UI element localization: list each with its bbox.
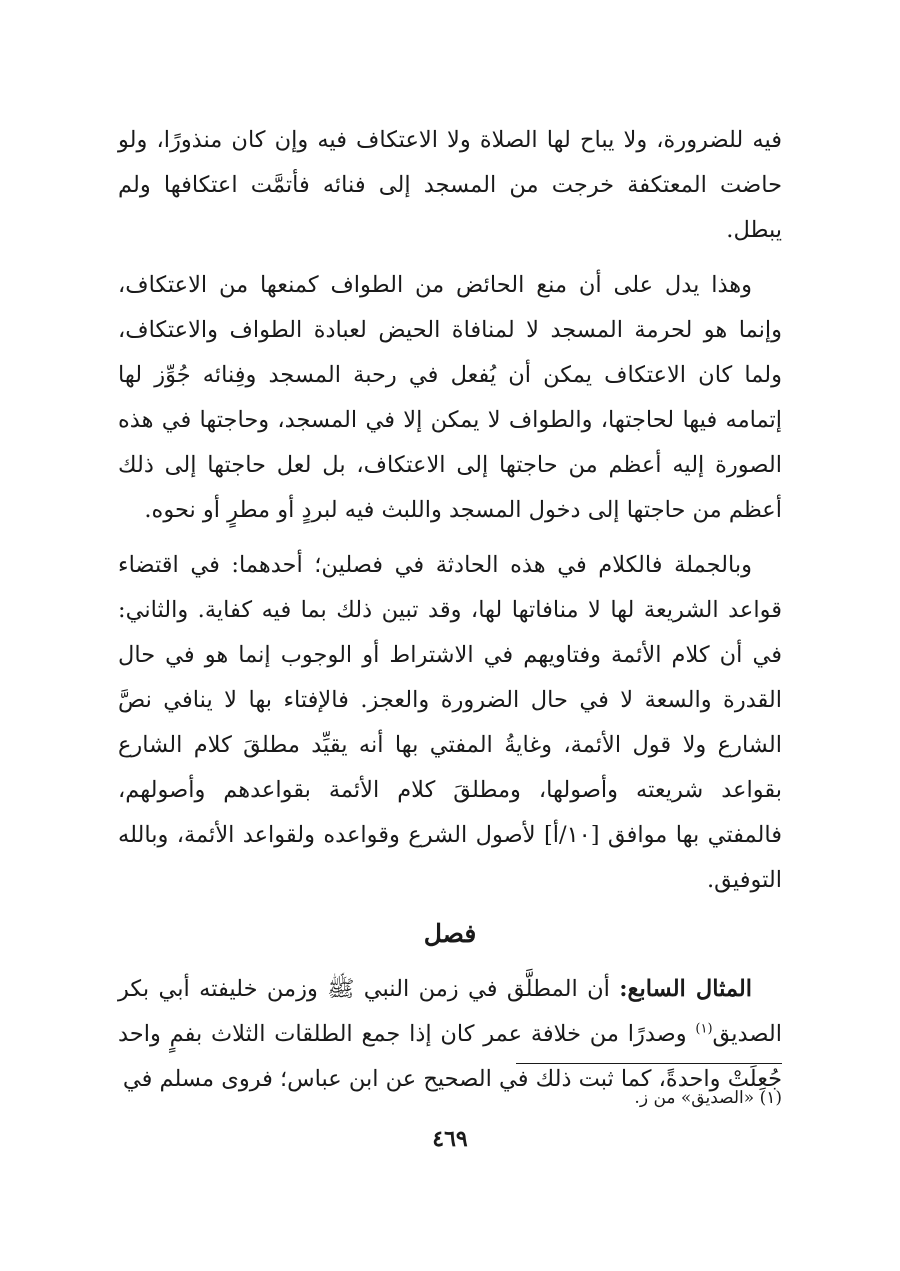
paragraph-3: وبالجملة فالكلام في هذه الحادثة في فصلين؛ أحدهما: في اقتضاء قواعد الشريعة لها لا منافاتها لها، وقد تبين ذلك بما فيه كفاية. والثاني: في أن كلام الأئمة وفتاويهم في الاشتراط أو الوجوب إنما هو في حال القدرة والسعة لا في حال الضرورة والعجز. فالإفتاء بها لا ينافي نصَّ الشارع ولا قول الأئمة، وغايةُ المفتي بها أنه يقيِّد مطلقَ كلام الشارع بقواعد شريعته وأصولها، ومطلقَ كلام الأئمة بقواعدهم وأصولهم، فالمفتي بها موافق [١٠/أ] لأصول الشرع وقواعده ولقواعد الأئمة، وبالله التوفيق. <box>118 552 782 893</box>
page-number: ٤٦٩ <box>432 1126 468 1152</box>
main-text-block <box>118 118 782 1102</box>
paragraph-1: فيه للضرورة، ولا يباح لها الصلاة ولا الاعتكاف فيه وإن كان منذورًا، ولو حاضت المعتكفة خرجت من المسجد إلى فنائه فأتمَّت اعتكافها ولم يبطل. <box>118 127 782 243</box>
paragraph-4-part-2: وصدرًا من خلافة عمر كان إذا جمع الطلقات الثلاث بفمٍ واحد جُعِلَتْ واحدةً، كما ثبت ذلك في الصحيح عن ابن عباس؛ فروى مسلم في <box>118 1021 782 1092</box>
section-heading: فصل <box>423 919 477 948</box>
example-lead: المثال السابع: <box>619 976 752 1002</box>
paragraph-4 <box>118 967 782 1102</box>
paragraph-4-part-1: أن المطلَّق في زمن النبي ﷺ وزمن خليفته أبي بكر الصديق <box>118 976 782 1047</box>
footnote-divider <box>516 1063 782 1064</box>
paragraph-2: وهذا يدل على أن منع الحائض من الطواف كمنعها من الاعتكاف، وإنما هو لحرمة المسجد لا لمنافاة الحيض لعبادة الطواف والاعتكاف، ولما كان الاعتكاف يمكن أن يُفعل في رحبة المسجد وفِنائه جُوِّز لها إتمامه فيها لحاجتها، والطواف لا يمكن إلا في المسجد، وحاجتها في هذه الصورة إليه أعظم من حاجتها إلى الاعتكاف، بل لعل حاجتها إلى ذلك أعظم من حاجتها إلى دخول المسجد واللبث فيه لبردٍ أو مطرٍ أو نحوه. <box>118 272 782 523</box>
footnote: (١) «الصديق» من ز. <box>634 1088 782 1108</box>
footnote-reference[interactable]: (١) <box>695 1021 713 1037</box>
